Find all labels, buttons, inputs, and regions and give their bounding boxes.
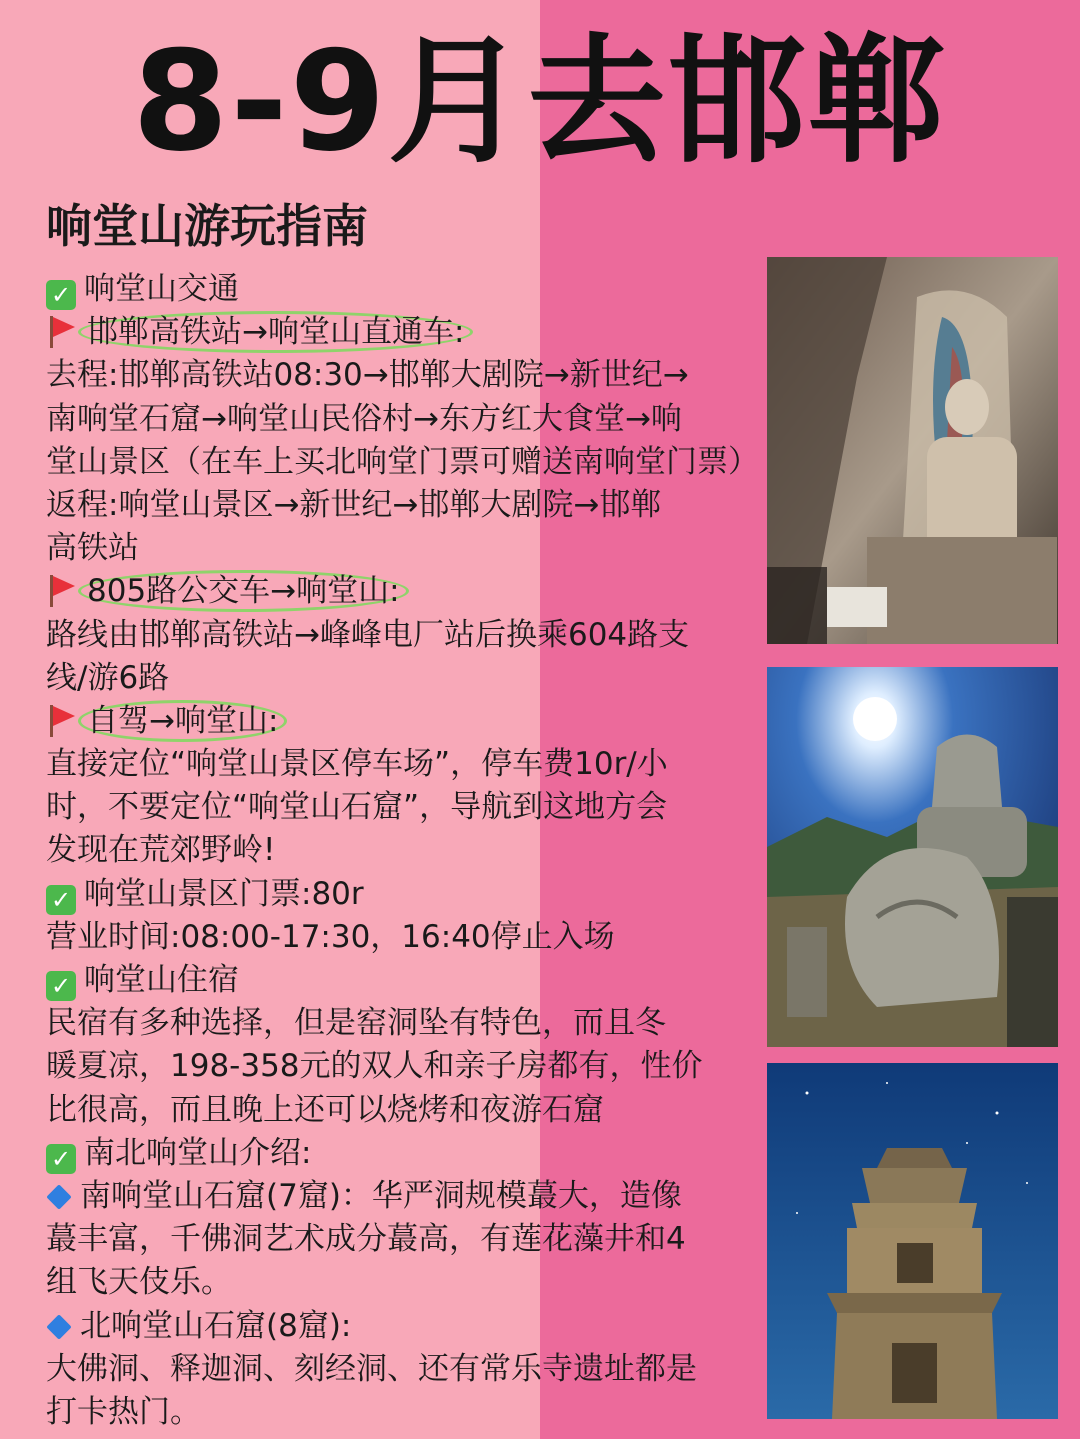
circled-heading-text: 邯郸高铁站→响堂山直通车: bbox=[78, 311, 473, 353]
pagoda-night-photo bbox=[767, 1063, 1058, 1419]
blue-diamond-icon bbox=[46, 1184, 72, 1210]
line-text: 民宿有多种选择，但是窑洞坠有特色，而且冬 bbox=[46, 1005, 666, 1042]
line-text: 时，不要定位“响堂山石窟”，导航到这地方会 bbox=[46, 789, 668, 826]
line-text: 路线由邯郸高铁站→峰峰电厂站后换乘604路支 bbox=[46, 616, 690, 653]
guide-line bbox=[46, 268, 751, 311]
guide-line bbox=[46, 1391, 751, 1434]
line-text: 去程:邯郸高铁站08:30→邯郸大剧院→新世纪→ bbox=[46, 357, 689, 394]
check-mark-icon: ✓ bbox=[46, 885, 76, 915]
guide-line bbox=[46, 1002, 751, 1045]
guide-line bbox=[46, 527, 751, 570]
guide-line bbox=[46, 873, 751, 916]
guide-line bbox=[46, 1348, 751, 1391]
line-text: 比很高，而且晚上还可以烧烤和夜游石窟 bbox=[46, 1091, 604, 1128]
guide-line bbox=[46, 916, 751, 959]
guide-line bbox=[46, 1089, 751, 1132]
line-text: 直接定位“响堂山景区停车场”，停车费10r/小 bbox=[46, 746, 668, 783]
stone-statues-photo bbox=[767, 667, 1058, 1047]
line-text: 组飞天伎乐。 bbox=[46, 1264, 232, 1301]
check-mark-icon: ✓ bbox=[46, 971, 76, 1001]
page-title: 8-9月去邯郸 bbox=[132, 21, 948, 182]
guide-line bbox=[46, 1045, 751, 1088]
line-text: 发现在荒郊野岭! bbox=[46, 832, 276, 869]
line-text: 蕞丰富，千佛洞艺术成分蕞高，有莲花藻井和4 bbox=[46, 1221, 686, 1258]
guide-line bbox=[46, 786, 751, 829]
line-text: 大佛洞、释迦洞、刻经洞、还有常乐寺遗址都是 bbox=[46, 1350, 697, 1387]
guide-line bbox=[46, 484, 751, 527]
guide-line bbox=[46, 1175, 751, 1218]
guide-subtitle: 响堂山游玩指南 bbox=[46, 199, 368, 253]
guide-content bbox=[46, 268, 759, 1434]
line-text: 打卡热门。 bbox=[46, 1393, 201, 1430]
guide-line bbox=[46, 1305, 751, 1348]
line-text: 南响堂石窟→响堂山民俗村→东方红大食堂→响 bbox=[46, 400, 682, 437]
check-mark-icon: ✓ bbox=[46, 280, 76, 310]
cave-buddha-photo bbox=[767, 257, 1058, 644]
line-text: 响堂山景区门票:80r bbox=[84, 875, 364, 912]
line-text: 返程:响堂山景区→新世纪→邯郸大剧院→邯郸 bbox=[46, 486, 662, 523]
guide-line bbox=[46, 829, 751, 872]
line-text: 南北响堂山介绍: bbox=[84, 1134, 312, 1171]
guide-line bbox=[46, 614, 751, 657]
guide-line bbox=[46, 1132, 751, 1175]
line-text: 堂山景区（在车上买北响堂门票可赠送南响堂门票） bbox=[46, 443, 759, 480]
blue-diamond-icon bbox=[46, 1314, 72, 1340]
line-text: 南响堂山石窟(7窟)：华严洞规模蕞大，造像 bbox=[80, 1177, 682, 1214]
guide-line bbox=[46, 570, 751, 613]
guide-line bbox=[46, 311, 751, 354]
circled-heading-text: 自驾→响堂山: bbox=[78, 700, 287, 742]
line-text: 营业时间:08:00-17:30，16:40停止入场 bbox=[46, 918, 615, 955]
circled-heading-text: 805路公交车→响堂山: bbox=[78, 570, 409, 612]
guide-line bbox=[46, 398, 751, 441]
guide-line bbox=[46, 1218, 751, 1261]
guide-line bbox=[46, 700, 751, 743]
line-text: 北响堂山石窟(8窟): bbox=[80, 1307, 352, 1344]
guide-line bbox=[46, 354, 751, 397]
line-text: 高铁站 bbox=[46, 530, 139, 567]
guide-line bbox=[46, 1261, 751, 1304]
line-text: 响堂山交通 bbox=[84, 271, 239, 307]
guide-line bbox=[46, 657, 751, 700]
guide-line bbox=[46, 959, 751, 1002]
red-flag-icon bbox=[46, 316, 76, 346]
guide-line bbox=[46, 441, 759, 484]
check-mark-icon: ✓ bbox=[46, 1144, 76, 1174]
line-text: 暖夏凉，198-358元的双人和亲子房都有，性价 bbox=[46, 1048, 703, 1085]
red-flag-icon bbox=[46, 705, 76, 735]
line-text: 响堂山住宿 bbox=[84, 962, 239, 998]
line-text: 线/游6路 bbox=[46, 659, 170, 696]
red-flag-icon bbox=[46, 575, 76, 605]
guide-line bbox=[46, 743, 751, 786]
